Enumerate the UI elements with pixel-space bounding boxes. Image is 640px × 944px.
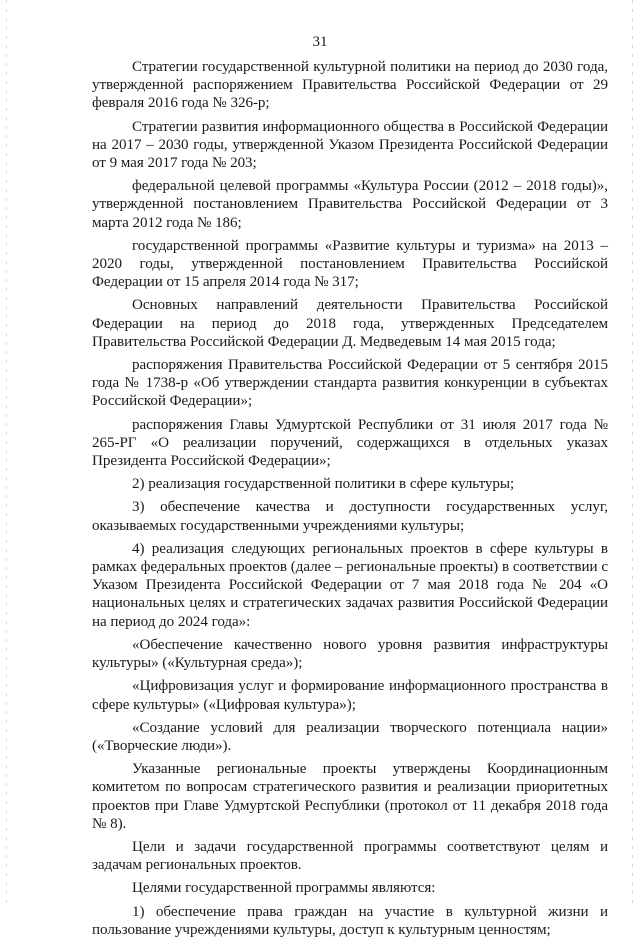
paragraph-11: «Обеспечение качественно нового уровня развития инфраструктуры культуры» («Культурная среда»); [92, 636, 608, 672]
paragraph-8: 2) реализация государственной политики в сфере культуры; [132, 476, 515, 493]
paragraph-6: распоряжения Правительства Российской Федерации от 5 сентября 2015 года № 1738-р «Об утверждении стандарта развития конкуренции в субъектах Российской Федерации»; [92, 357, 608, 410]
paragraph-17: 1) обеспечение права граждан на участие в культурной жизни и пользование учреждениями культуры, доступ к культурным ценностям; [92, 903, 608, 938]
scan-edge-right [632, 0, 633, 905]
paragraph-10: 4) реализация следующих региональных проектов в сфере культуры в рамках федеральных проектов (далее – региональные проекты) в соответствии с Указом Президента Российской Федерации от 7 мая 2018 года № 204 «О национальных целях и стратегических задачах развития Российской Федерации на период до 2024 года»: [92, 540, 608, 630]
paragraph-12: «Цифровизация услуг и формирование информационного пространства в сфере культуры» («Цифровая культура»); [92, 678, 608, 713]
paragraph-2: Стратегии развития информационного общества в Российской Федерации на 2017 – 2030 годы, утвержденной Указом Президента Российской Федерации от 9 мая 2017 года № 203; [92, 118, 608, 172]
scan-edge-left [6, 0, 7, 905]
paragraph-7: распоряжения Главы Удмуртской Республики от 31 июля 2017 года № 265-РГ «О реализации поручений, содержащихся в отдельных указах Президента Российской Федерации»; [92, 416, 608, 470]
paragraph-16: Целями государственной программы являются: [132, 880, 436, 897]
document-body [92, 58, 608, 944]
paragraph-15: Цели и задачи государственной программы соответствуют целям и задачам региональных проектов. [92, 838, 608, 874]
paragraph-3: федеральной целевой программы «Культура России (2012 – 2018 годы)», утвержденной постановлением Правительства Российской Федерации от 3 марта 2012 года № 186; [92, 178, 608, 231]
page-number: 31 [312, 34, 328, 50]
paragraph-13: «Создание условий для реализации творческого потенциала нации» («Творческие люди»). [92, 719, 608, 754]
paragraph-5: Основных направлений деятельности Правительства Российской Федерации на период до 2018 года, утвержденных Председателем Правительства Российской Федерации Д. Медведевым 14 мая 2015 года; [92, 297, 608, 350]
paragraph-14: Указанные региональные проекты утверждены Координационным комитетом по вопросам стратегического развития и реализации приоритетных проектов при Главе Удмуртской Республики (протокол от 11 декабря 2018 года № 8). [92, 761, 608, 832]
paragraph-1: Стратегии государственной культурной политики на период до 2030 года, утвержденной распоряжением Правительства Российской Федерации от 29 февраля 2016 года № 326-р; [92, 59, 608, 112]
paragraph-4: государственной программы «Развитие культуры и туризма» на 2013 – 2020 годы, утвержденной постановлением Правительства Российской Федерации от 15 апреля 2014 года № 317; [92, 237, 608, 291]
paragraph-9: 3) обеспечение качества и доступности государственных услуг, оказываемых государственными учреждениями культуры; [92, 499, 608, 534]
